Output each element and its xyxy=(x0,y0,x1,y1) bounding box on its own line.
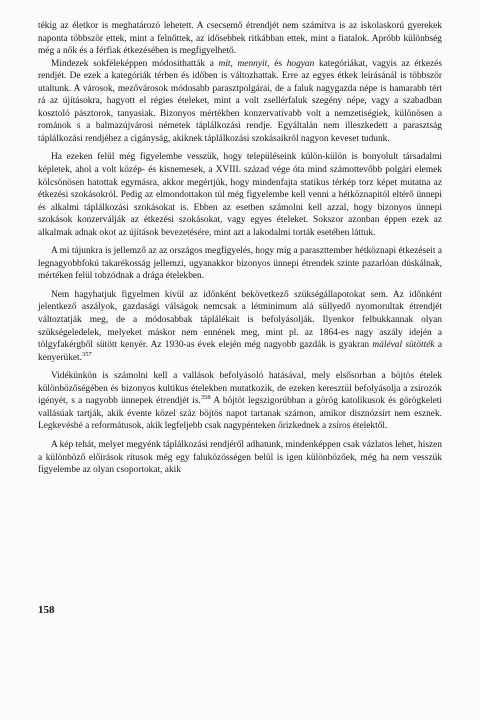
text-run: A böjtöt legszigorúbban a görög katolikusok és görögkeleti vallásúak tartják, akik évente közel száz böjtös napot tartanak számon, amikor disznózsírt nem esznek. Legkevésbé a reformátusok, akik legfeljebb csak nagypénteken őrizkednek a zsíros ételektől. xyxy=(38,396,442,432)
paragraph xyxy=(38,151,442,239)
body-text xyxy=(38,20,442,477)
paragraph xyxy=(38,439,442,477)
footnote-ref: 357 xyxy=(82,350,92,358)
paragraph xyxy=(38,245,442,283)
paragraph xyxy=(38,58,442,146)
italic-term: máléval sütötték xyxy=(372,340,435,351)
text-run: kategóriákat, vagyis az étkezés rendjét. De ezek a kategóriák térben és időben is változhattak. Erre az egyes étkek leírásánál is többször utaltunk. A városok, mezővárosok módosabb parasztpolgárai, de a faluk nagygazda népe is hamarabb tért rá az újításokra, hagyott el régies ételeket, mint a volt zsellérfaluk szegény népe, vagy a szabadban kosztoló pásztorok, tanyasiak. Bizonyos mértékben konzervatívabb volt a nemzetiségiek, különösen a románok s a balmazújvárosi németek táplálkozási rendje. Egyáltalán nem illeszkedett a parasztság táplálkozási rendjéhez a cigányság, akiknek táplálkozási szokásaikról nagyon keveset tudunk. xyxy=(38,58,442,144)
italic-term: mit, mennyit, xyxy=(218,58,270,69)
text-run: Nem hagyhatjuk figyelmen kívül az időnként bekövetkező szükségállapotokat sem. Az időnként jelentkező aszályok, gazdasági válságok nemcsak a létminimum alá süllyedő nyomorultak étrendjét változtatják meg, de a módosabbak táplálékait is befolyásolják. Ilyenkor felbukkannak olyan szükségeledelek, melyeket máskor nem ennének meg, mint pl. az 1864-es nagy aszály idején a tölgyfakérgből sütött kenyér. Az 1930-as évek elején még nagyobb gazdák is gyakran xyxy=(38,289,442,351)
paragraph xyxy=(38,20,442,58)
text-run: a kenyerüket. xyxy=(38,340,442,363)
text-run: Ha ezeken felül még figyelembe vesszük, hogy településeink külön-külön is bonyolult társadalmi képletek, ahol a volt közép- és kisnemesek, a XVIII. század vége óta mind számottevőbb polgári elemek kölcsönösen hatottak egymásra, akkor megértjük, hogy mindenfajta statikus térkép torz képet mutatna az étkezési szokásokról. Pedig az elmondottakon túl még figyelembe kell venni a hétköznapitól eltérő ünnepi és alkalmi táplálkozási szokásokat is. Ebben az esetben számolni kell azzal, hogy bizonyos ünnepi szokások konzerválják az étkezési szokásokat, vagy egyes ételeket. Sokszor azonban éppen ezek az alkalmak adnak okot az újítások bevezetésére, mint azt a lakodalmi torták esetében láttuk. xyxy=(38,152,442,238)
italic-term: hogyan xyxy=(286,58,315,69)
text-run: A mi tájunkra is jellemző az az országos megfigyelés, hogy míg a paraszttember hétköznapi étkezéseit a legnagyobbfokú takarékosság jellemzi, ugyanakkor bizonyos ünnepi étrendek szinte pazarlóan dúskálnak, mértéken felül tobzódnak a drága ételekben. xyxy=(38,246,442,282)
text-run: Vidékünkön is számolni kell a vallások befolyásoló hatásával, mely elsősorban a böjtös ételek különbözőségében és bizonyos kultikus ételekben mutatkozik, de ezeken keresztül befolyásolja a zsírozók igényét, s a nagyobb ünnepek étrendjét is. xyxy=(38,371,442,407)
paragraph xyxy=(38,370,442,433)
text-run: A kép tehát, melyet megyénk táplálkozási rendjéről adhatunk, mindenképpen csak vázlatos lehet, hiszen a különböző előírások rítusok még egy faluközösségen belül is igen különbözőek, még ha nem vesszük figyelembe az olyan csoportokat, akik xyxy=(38,439,442,476)
page-number: 158 xyxy=(38,604,55,616)
text-run: tékig az életkor is meghatározó lehetett. A csecsemő étrendjét nem számítva is az iskolaskorú gyerekek naponta többször ettek, mint a felnőttek, az idősebbek ritkábban ettek, mint a fiatalok. Apróbb különbség még a nők és a férfiak étkezésében is megfigyelhető. xyxy=(38,21,442,57)
text-run: és xyxy=(269,58,287,69)
footnote-ref: 358 xyxy=(200,394,211,402)
text-run: Mindezek sokféleképpen módosíthatták a xyxy=(51,58,219,69)
paragraph xyxy=(38,289,442,364)
